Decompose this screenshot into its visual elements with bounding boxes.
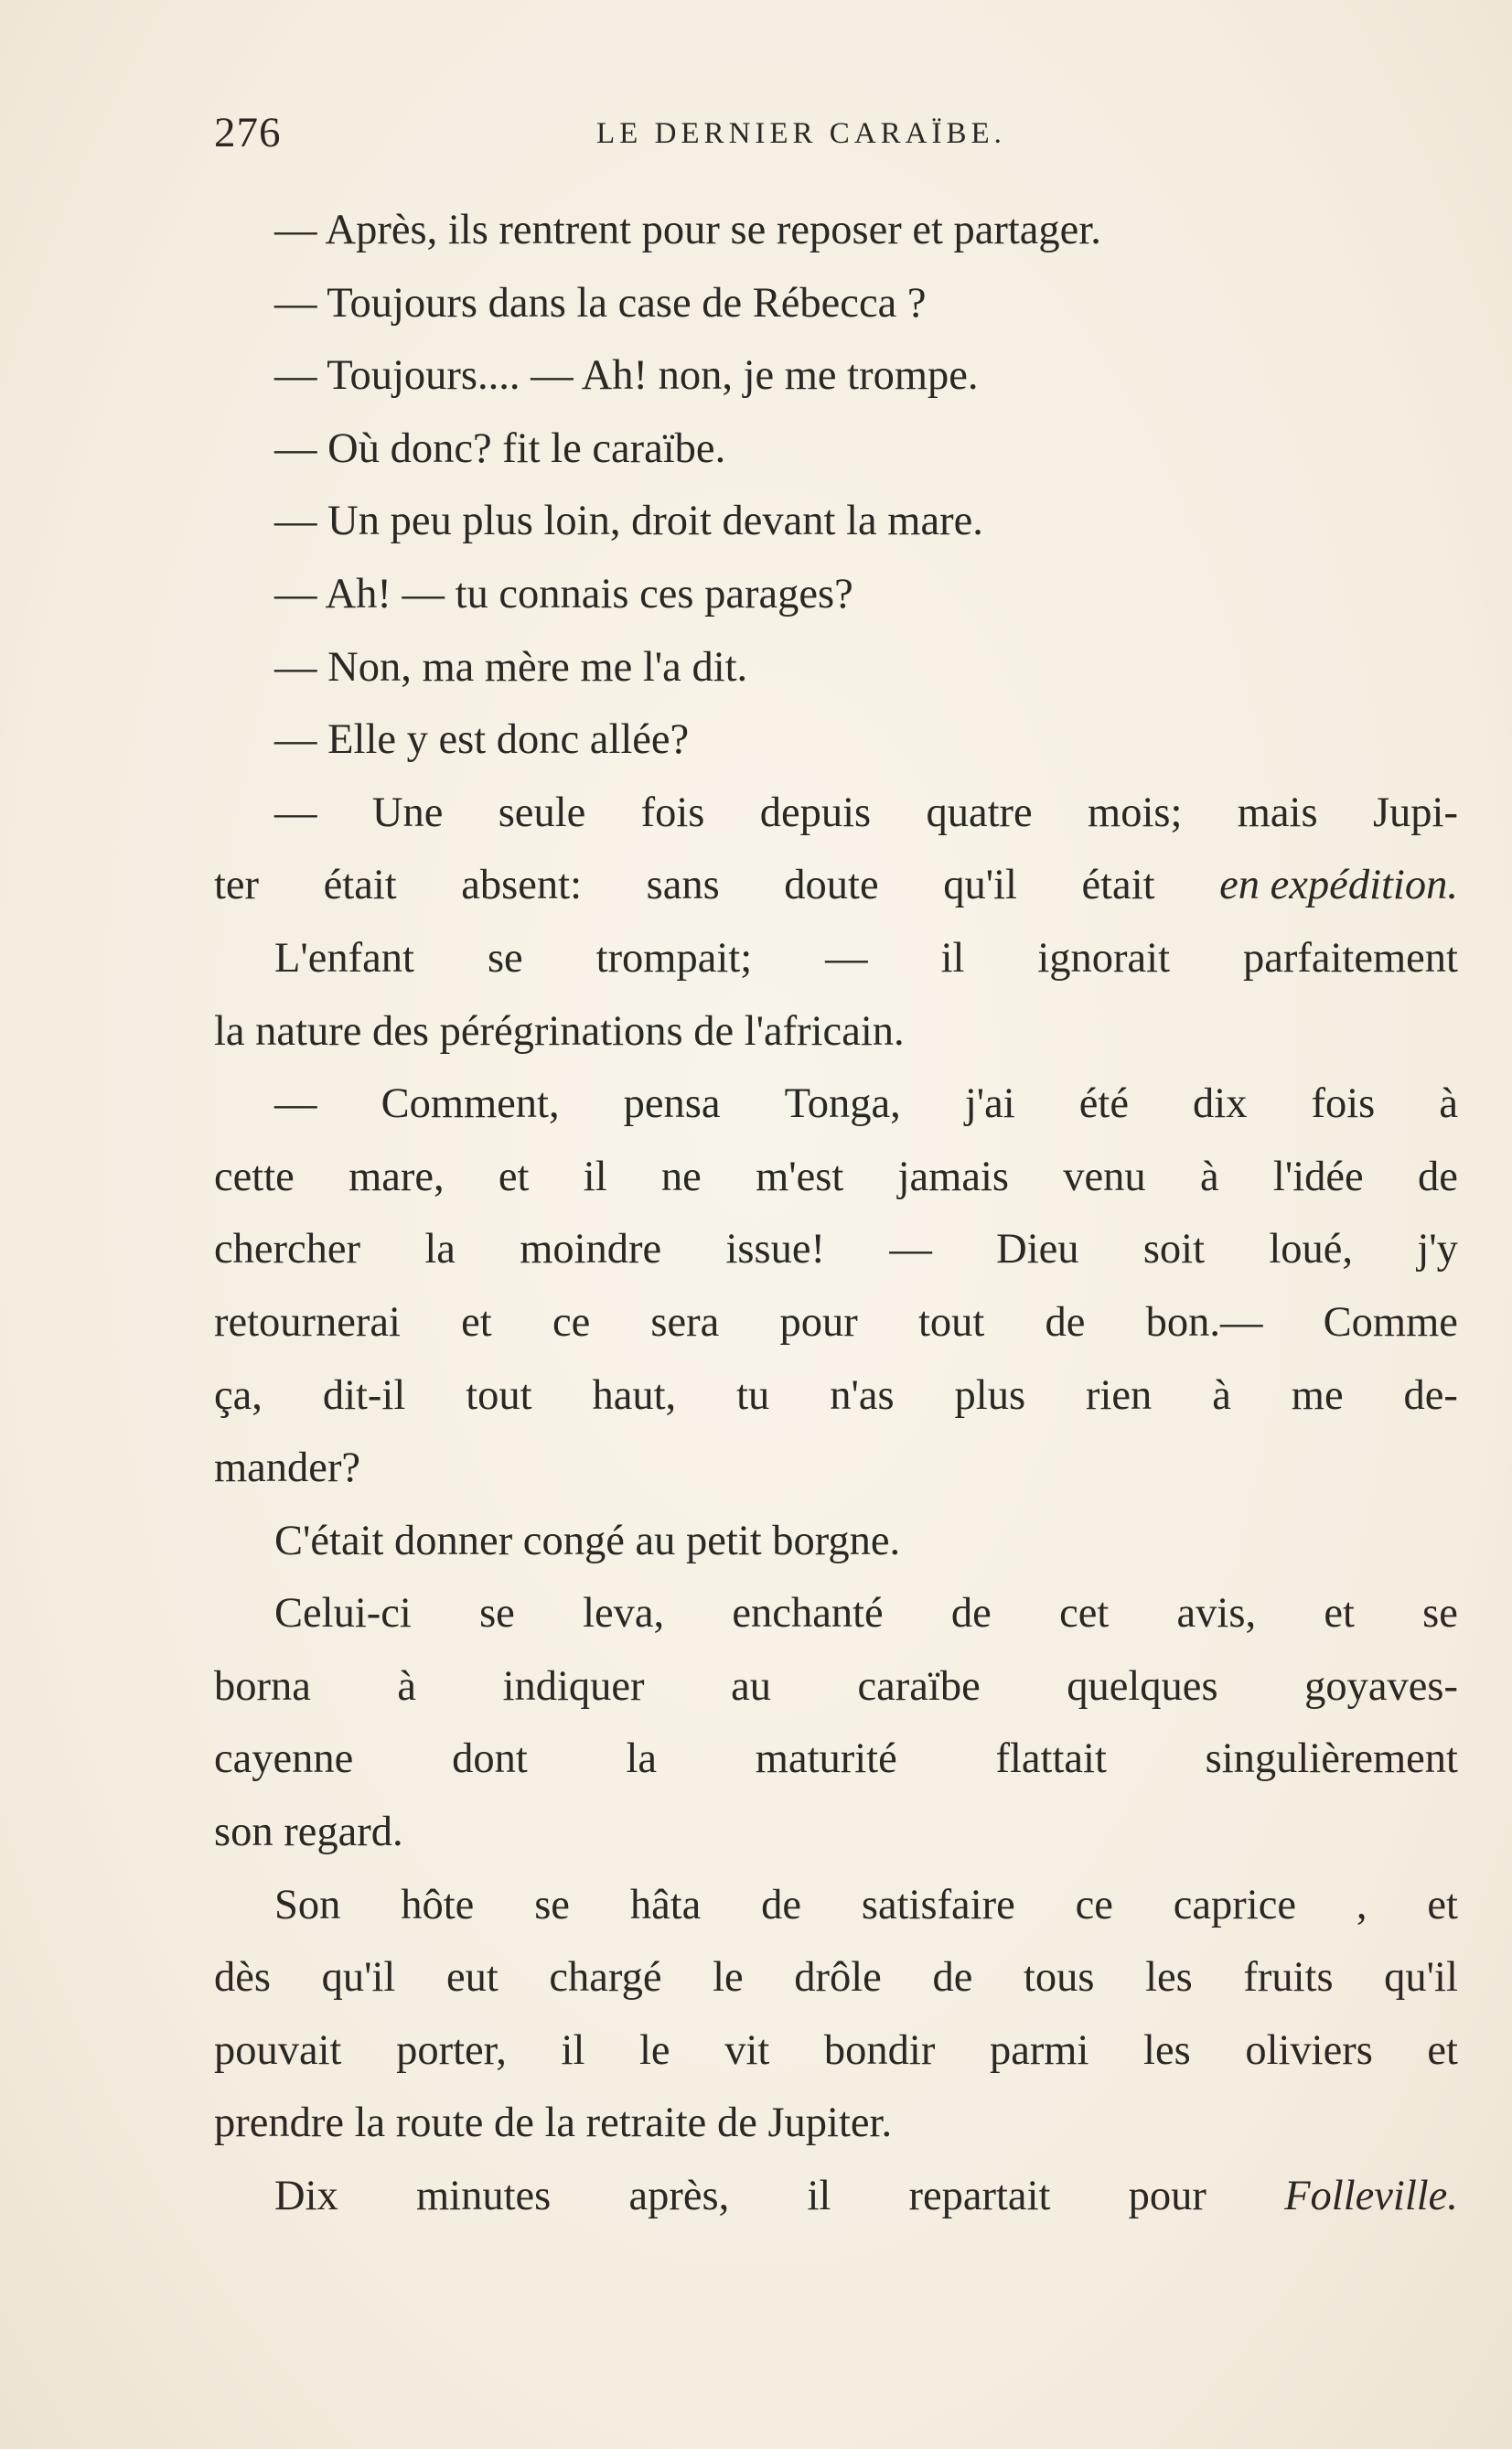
- text-line: [214, 922, 1458, 995]
- text-word: la nature des pérégrinations de l'africain.: [214, 1007, 905, 1055]
- text-word: goyaves-: [1304, 1662, 1458, 1710]
- text-word: il: [807, 2173, 831, 2220]
- text-word: à: [397, 1662, 417, 1710]
- text-word: de: [761, 1881, 802, 1928]
- text-word: le: [713, 1954, 744, 2002]
- text-line: [214, 194, 1458, 267]
- text-word: les: [1143, 2026, 1191, 2074]
- text-word: Son: [274, 1881, 341, 1928]
- text-word: caprice: [1173, 1881, 1296, 1928]
- text-word: satisfaire: [861, 1881, 1015, 1928]
- text-word: qu'il: [1384, 1954, 1458, 2002]
- text-word: mois;: [1088, 789, 1183, 836]
- text-word: et: [498, 1153, 530, 1200]
- text-line: [214, 267, 1458, 340]
- text-word: m'est: [756, 1153, 844, 1200]
- text-word: Dix: [274, 2173, 338, 2220]
- text-word: de: [1045, 1298, 1086, 1346]
- text-word: venu: [1063, 1153, 1146, 1200]
- text-word: n'as: [830, 1371, 895, 1419]
- text-word: j'ai: [964, 1080, 1015, 1128]
- text-word: mander?: [214, 1445, 361, 1492]
- text-word: flattait: [995, 1735, 1107, 1783]
- text-word: de: [950, 1590, 992, 1638]
- text-line: [214, 1505, 1458, 1578]
- text-word: rien: [1085, 1371, 1153, 1419]
- text-word: et: [1427, 2026, 1458, 2074]
- text-word: son regard.: [214, 1809, 403, 1856]
- text-word: au: [731, 1662, 771, 1710]
- text-word: oliviers: [1245, 2026, 1373, 2074]
- text-word: l'idée: [1272, 1153, 1364, 1200]
- text-word: —: [274, 1080, 317, 1128]
- text-line: [214, 631, 1458, 704]
- text-word: doute: [784, 862, 879, 909]
- text-word: minutes: [415, 2173, 552, 2220]
- text-word: indiquer: [502, 1662, 645, 1710]
- text-word: de: [1417, 1153, 1458, 1200]
- text-word: se: [487, 934, 523, 982]
- text-word: chercher: [214, 1226, 361, 1273]
- text-word: vit: [724, 2026, 770, 2074]
- text-word: parmi: [989, 2026, 1089, 2074]
- text-word: hâta: [629, 1881, 702, 1928]
- text-word: qu'il: [321, 1954, 396, 2002]
- text-word: maturité: [755, 1735, 897, 1783]
- text-line: [214, 2014, 1458, 2088]
- text-word: j'y: [1417, 1226, 1458, 1273]
- text-line: [214, 1068, 1458, 1141]
- text-word: — Toujours.... — Ah! non, je me trompe.: [274, 352, 979, 400]
- text-word: quatre: [926, 789, 1033, 836]
- text-word: fruits: [1243, 1954, 1334, 2002]
- italic-phrase: Folleville.: [1284, 2173, 1458, 2220]
- text-word: issue!: [725, 1226, 825, 1273]
- text-word: singulièrement: [1205, 1735, 1458, 1783]
- text-word: loué,: [1269, 1226, 1354, 1273]
- text-line: [214, 849, 1458, 922]
- running-head: [214, 108, 1458, 163]
- text-word: les: [1145, 1954, 1193, 2002]
- text-word: à: [1439, 1080, 1458, 1128]
- text-word: après,: [628, 2173, 730, 2220]
- text-word: de: [932, 1954, 973, 2002]
- text-word: pour: [779, 1298, 858, 1346]
- text-line: [214, 1286, 1458, 1359]
- text-line: [214, 995, 1458, 1069]
- text-word: pensa: [623, 1080, 721, 1128]
- text-line: [214, 2160, 1458, 2233]
- text-word: tout: [917, 1298, 985, 1346]
- text-line: [214, 339, 1458, 413]
- text-word: — Après, ils rentrent pour se reposer et partager.: [274, 207, 1101, 253]
- text-word: enchanté: [732, 1590, 884, 1638]
- text-word: me: [1291, 1371, 1344, 1419]
- text-word: été: [1078, 1080, 1129, 1128]
- page-number: 276: [214, 109, 282, 156]
- text-word: à: [1212, 1371, 1231, 1419]
- text-word: —: [889, 1226, 932, 1273]
- text-word: —: [274, 789, 317, 836]
- text-word: seule: [498, 789, 586, 836]
- text-word: ne: [660, 1153, 702, 1200]
- text-word: et: [1427, 1881, 1458, 1928]
- text-word: borna: [214, 1662, 311, 1710]
- text-word: bondir: [823, 2026, 936, 2074]
- text-word: hôte: [401, 1881, 475, 1928]
- text-word: eut: [445, 1954, 499, 2002]
- text-word: ce: [552, 1298, 591, 1346]
- text-word: était: [1081, 862, 1155, 909]
- text-word: jamais: [897, 1153, 1009, 1200]
- text-word: dit-il: [322, 1371, 406, 1419]
- text-line: [214, 1577, 1458, 1650]
- text-line: [214, 1359, 1458, 1433]
- text-word: mais: [1237, 789, 1318, 836]
- text-word: Comment,: [381, 1080, 560, 1128]
- text-word: était: [323, 862, 397, 909]
- text-word: pouvait: [214, 2026, 342, 2074]
- text-line: [214, 1432, 1458, 1505]
- text-word: se: [534, 1881, 570, 1928]
- text-word: chargé: [549, 1954, 662, 2002]
- text-word: Dieu: [996, 1226, 1079, 1273]
- text-word: dès: [214, 1954, 271, 2002]
- text-word: leva,: [583, 1590, 665, 1638]
- text-word: C'était donner congé au petit borgne.: [274, 1517, 901, 1564]
- text-word: il: [561, 2026, 585, 2074]
- text-word: dix: [1193, 1080, 1248, 1128]
- text-word: se: [1422, 1590, 1458, 1638]
- text-word: cayenne: [214, 1735, 354, 1783]
- text-word: tu: [736, 1371, 770, 1419]
- text-word: — Toujours dans la case de Rébecca ?: [274, 279, 927, 327]
- text-word: et: [461, 1298, 492, 1346]
- text-word: cet: [1059, 1590, 1110, 1638]
- text-word: tous: [1023, 1954, 1095, 2002]
- text-word: parfaitement: [1243, 934, 1458, 982]
- text-word: — Non, ma mère me l'a dit.: [274, 643, 748, 691]
- text-word: il: [940, 934, 965, 982]
- text-word: haut,: [592, 1371, 677, 1419]
- text-word: dont: [452, 1735, 528, 1783]
- text-line: [214, 704, 1458, 777]
- text-word: la: [626, 1735, 658, 1783]
- text-word: le: [639, 2026, 670, 2074]
- text-line: [214, 485, 1458, 558]
- text-line: [214, 1796, 1458, 1869]
- text-word: fois: [640, 789, 705, 836]
- text-word: et: [1324, 1590, 1355, 1638]
- text-word: depuis: [759, 789, 872, 836]
- text-word: sera: [650, 1298, 720, 1346]
- text-line: [214, 1941, 1458, 2014]
- text-word: — Ah! — tu connais ces parages?: [274, 570, 853, 618]
- text-line: [214, 1869, 1458, 1942]
- text-word: soit: [1142, 1226, 1206, 1273]
- text-word: fois: [1311, 1080, 1376, 1128]
- text-word: sans: [646, 862, 720, 909]
- text-word: bon.—: [1145, 1298, 1263, 1346]
- text-word: Tonga,: [784, 1080, 901, 1128]
- text-line: [214, 777, 1458, 850]
- text-line: [214, 413, 1458, 486]
- text-word: drôle: [794, 1954, 882, 2002]
- text-word: — Un peu plus loin, droit devant la mare.: [274, 498, 983, 545]
- text-word: ter: [214, 862, 260, 909]
- text-word: ignorait: [1037, 934, 1171, 982]
- text-word: — Où donc? fit le caraïbe.: [274, 424, 726, 472]
- text-line: [214, 1650, 1458, 1724]
- text-word: moindre: [520, 1226, 662, 1273]
- text-word: Comme: [1323, 1298, 1458, 1346]
- text-word: retournerai: [214, 1298, 401, 1346]
- text-word: porter,: [396, 2026, 507, 2074]
- text-word: trompait;: [595, 934, 753, 982]
- text-word: Celui-ci: [274, 1590, 412, 1638]
- text-line: [214, 558, 1458, 631]
- text-line: [214, 1141, 1458, 1214]
- text-word: de-: [1403, 1371, 1458, 1419]
- text-word: avis,: [1176, 1590, 1257, 1638]
- text-word: ce: [1075, 1881, 1113, 1928]
- text-word: mare,: [349, 1153, 445, 1200]
- text-word: tout: [466, 1371, 532, 1419]
- text-word: L'enfant: [274, 934, 414, 982]
- text-word: plus: [954, 1371, 1026, 1419]
- text-word: la: [424, 1226, 456, 1273]
- text-word: absent:: [461, 862, 582, 909]
- text-word: pour: [1128, 2173, 1206, 2220]
- text-word: ,: [1356, 1881, 1367, 1928]
- text-body: [214, 194, 1458, 2233]
- text-word: prendre la route de la retraite de Jupiter.: [214, 2100, 893, 2147]
- text-line: [214, 1723, 1458, 1796]
- text-word: Une: [371, 789, 444, 836]
- text-word: se: [479, 1590, 515, 1638]
- text-line: [214, 2087, 1458, 2160]
- text-word: à: [1199, 1153, 1219, 1200]
- text-word: qu'il: [943, 862, 1017, 909]
- italic-phrase: en expédition.: [1219, 862, 1458, 909]
- running-title: LE DERNIER CARAÏBE.: [596, 117, 1006, 150]
- text-word: — Elle y est donc allée?: [274, 716, 690, 764]
- text-word: Jupi-: [1372, 789, 1458, 836]
- text-word: caraïbe: [857, 1662, 981, 1710]
- text-word: ça,: [214, 1371, 263, 1419]
- text-word: quelques: [1067, 1662, 1218, 1710]
- text-word: repartait: [908, 2173, 1051, 2220]
- text-word: —: [825, 934, 868, 982]
- text-line: [214, 1213, 1458, 1286]
- text-word: cette: [214, 1153, 295, 1200]
- text-word: il: [583, 1153, 607, 1200]
